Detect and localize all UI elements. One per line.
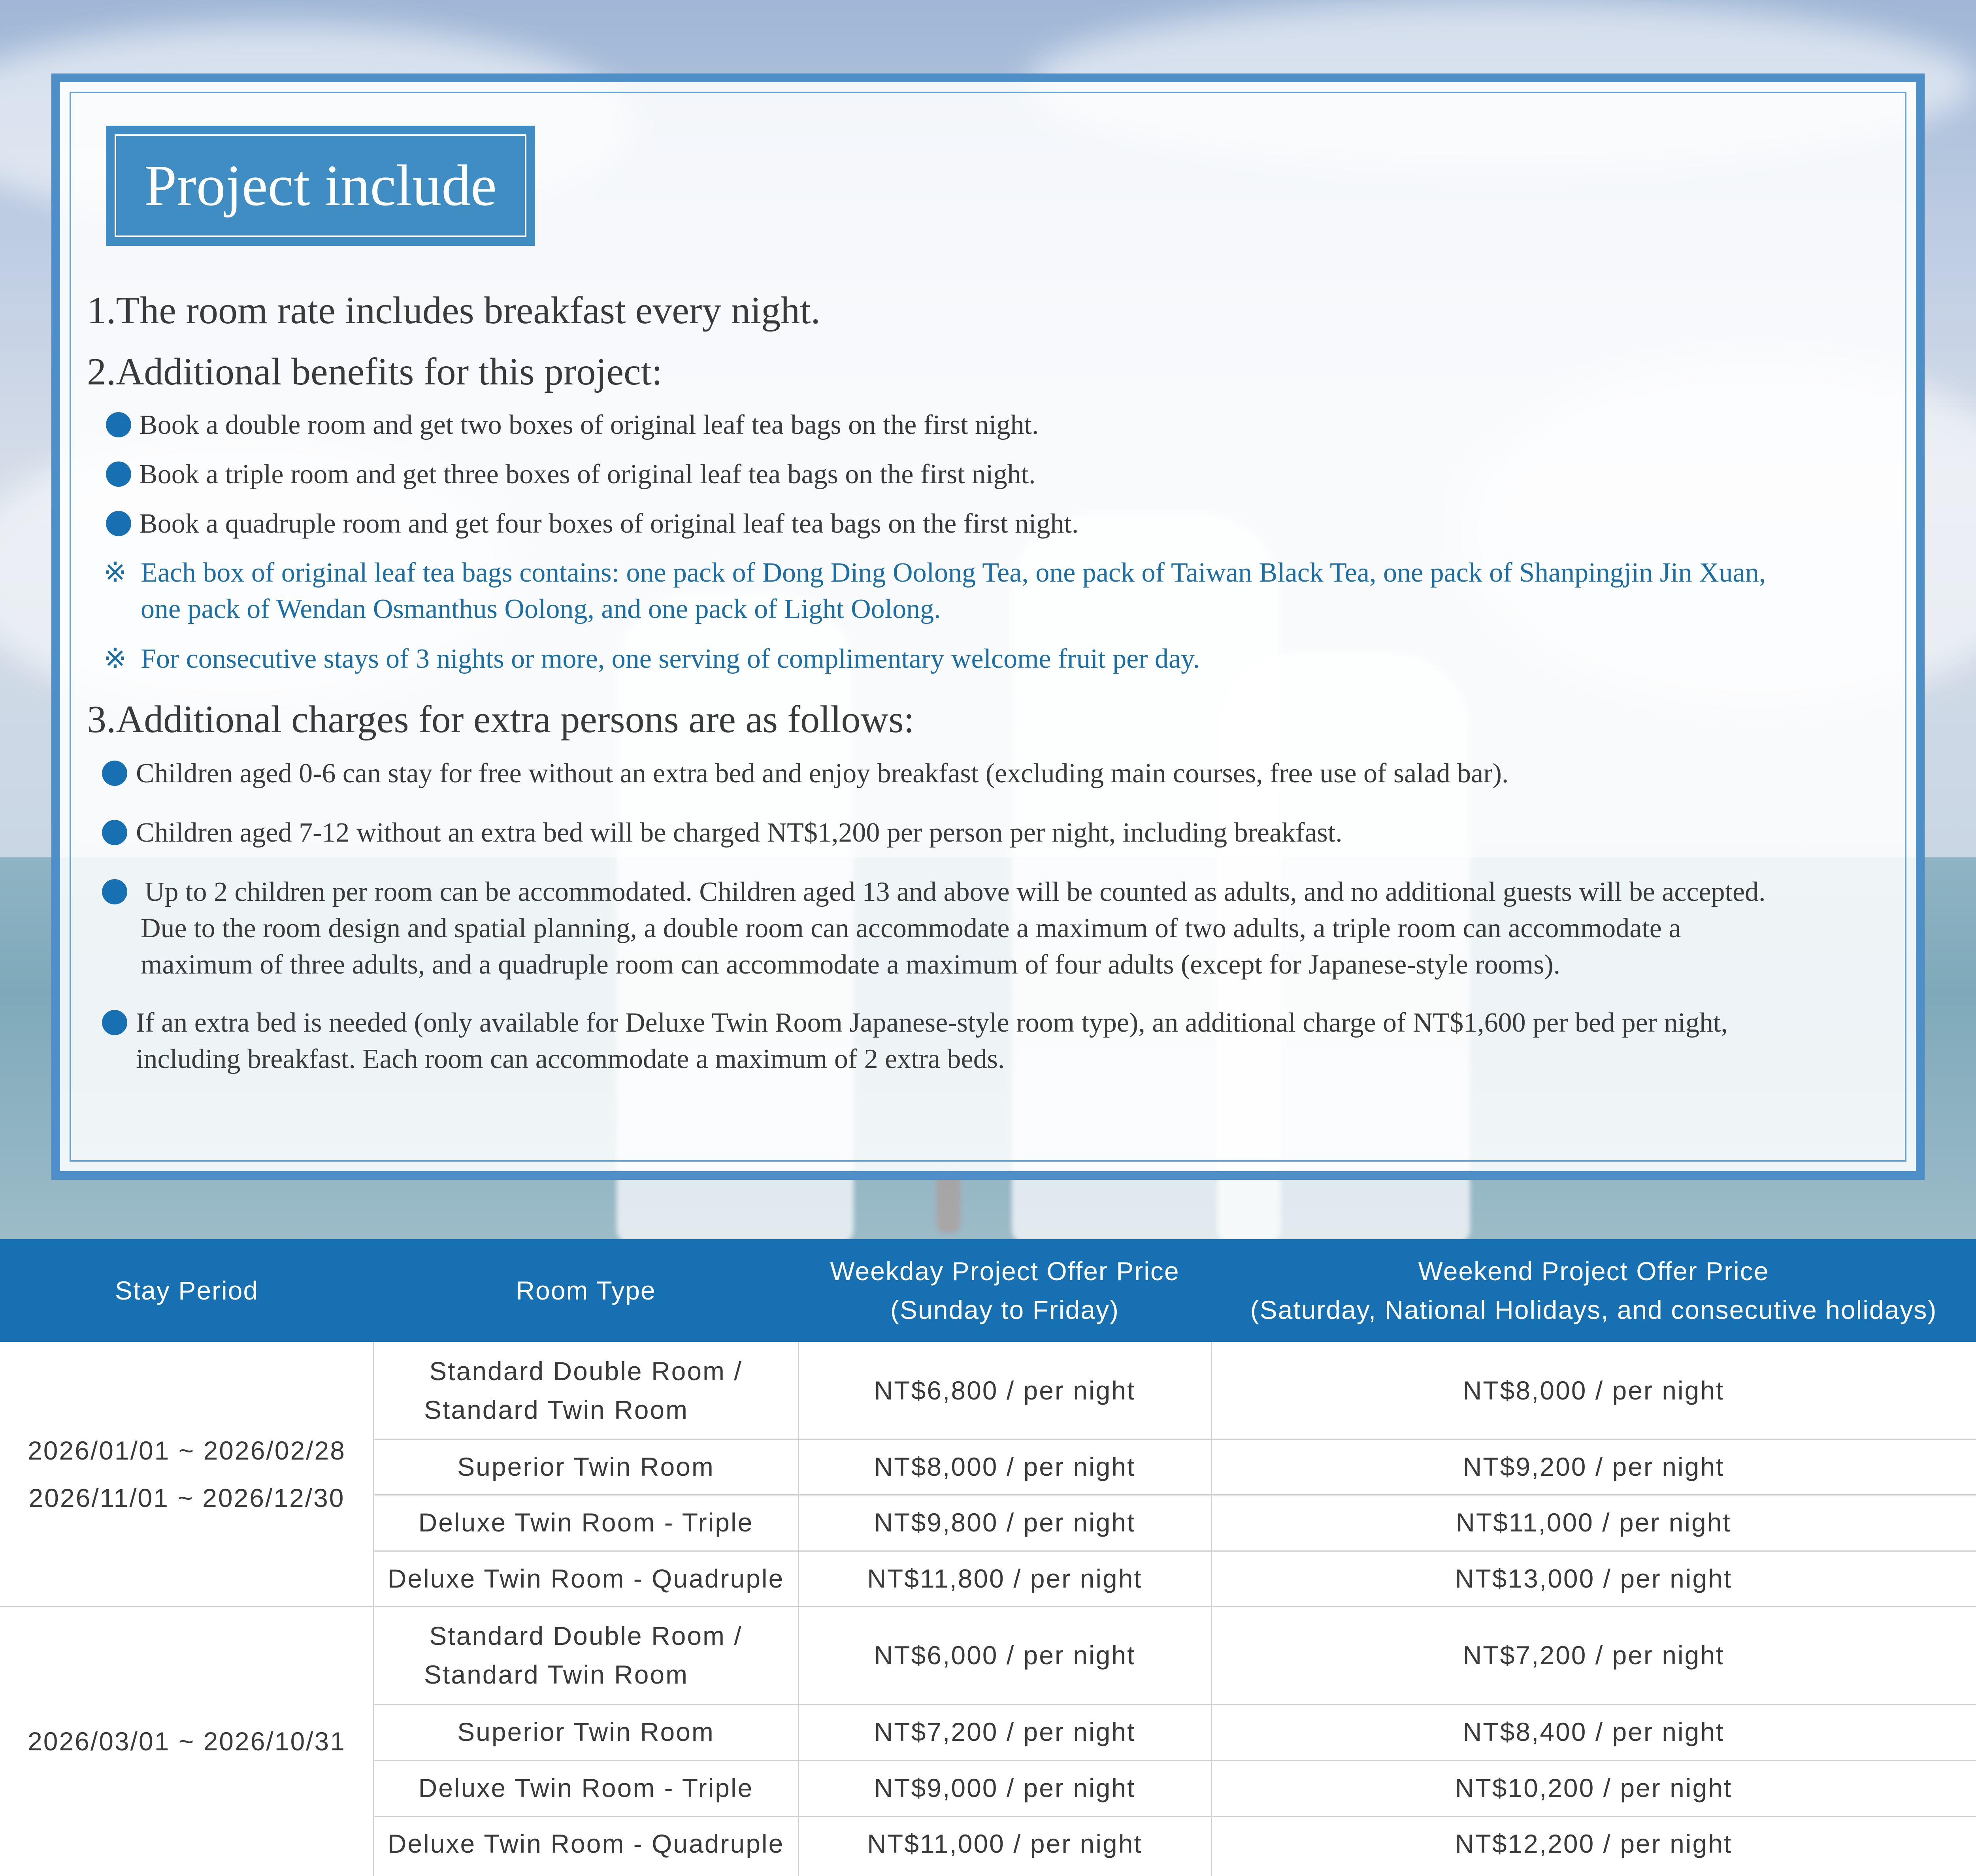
stay-period-cell xyxy=(0,1606,373,1876)
bullet-dot xyxy=(102,820,127,845)
weekday-price-cell: NT$8,000 / per night xyxy=(874,1452,1136,1481)
weekday-price-cell: NT$6,800 / per night xyxy=(874,1375,1136,1405)
room-type-line: Standard Double Room / xyxy=(429,1356,743,1386)
weekday-price-cell: NT$6,000 / per night xyxy=(874,1640,1136,1670)
room-type-cell xyxy=(373,1606,798,1704)
weekend-price-cell: NT$9,200 / per night xyxy=(1463,1452,1725,1481)
room-type-cell: Deluxe Twin Room - Quadruple xyxy=(387,1829,784,1858)
weekend-price-cell: NT$7,200 / per night xyxy=(1463,1640,1725,1670)
weekend-price-cell: NT$13,000 / per night xyxy=(1455,1563,1733,1593)
stay-period-cell xyxy=(0,1342,373,1606)
panel-title: Project include xyxy=(144,153,497,218)
table-header xyxy=(0,1239,1976,1342)
charge-line: Up to 2 children per room can be accommodated. Children aged 13 and above will be counted as adults, and no additional guests will be accepted. xyxy=(145,877,1766,907)
section-3-heading: 3.Additional charges for extra persons are as follows: xyxy=(87,698,914,741)
weekday-price-cell: NT$9,000 / per night xyxy=(874,1773,1136,1803)
header-weekday-price xyxy=(798,1239,1211,1342)
room-type-cell: Deluxe Twin Room - Quadruple xyxy=(387,1563,784,1593)
note-line: Each box of original leaf tea bags contains: one pack of Dong Ding Oolong Tea, one pack of Taiwan Black Tea, one pack of Shanpingjin Jin Xuan, xyxy=(141,558,1766,588)
title-box-inner xyxy=(115,134,526,237)
weekend-price-cell: NT$10,200 / per night xyxy=(1455,1773,1733,1803)
stay-period-line: 2026/11/01 ~ 2026/12/30 xyxy=(28,1483,345,1512)
benefit-item: Book a quadruple room and get four boxes of original leaf tea bags on the first night. xyxy=(139,509,1079,539)
bullet-dot xyxy=(102,1010,127,1035)
charge-item xyxy=(136,1005,1728,1077)
weekday-price-cell: NT$11,800 / per night xyxy=(867,1563,1143,1593)
reference-mark-icon: ※ xyxy=(104,644,127,674)
title-box xyxy=(106,126,535,246)
room-type-line: Standard Twin Room xyxy=(424,1659,689,1689)
bullet-dot xyxy=(102,879,127,904)
room-type-cell xyxy=(373,1342,798,1439)
header-weekend-price xyxy=(1211,1239,1976,1342)
room-type-cell: Superior Twin Room xyxy=(457,1717,715,1746)
section-2-heading: 2.Additional benefits for this project: xyxy=(87,350,663,393)
benefit-item: Book a triple room and get three boxes of original leaf tea bags on the first night. xyxy=(139,459,1036,490)
header-stay-period xyxy=(0,1239,373,1342)
note-item xyxy=(141,555,1766,627)
weekday-price-cell: NT$11,000 / per night xyxy=(867,1829,1143,1858)
header-sublabel: (Sunday to Friday) xyxy=(890,1295,1119,1324)
charge-line: maximum of three adults, and a quadruple room can accommodate a maximum of four adults (except for Japanese-style rooms). xyxy=(141,949,1561,980)
section-1-heading: 1.The room rate includes breakfast every night. xyxy=(87,289,820,332)
header-room-type xyxy=(373,1239,798,1342)
benefit-item: Book a double room and get two boxes of original leaf tea bags on the first night. xyxy=(139,410,1039,440)
weekday-price-cell: NT$9,800 / per night xyxy=(874,1508,1136,1537)
bullet-dot xyxy=(106,412,131,437)
stay-period-line: 2026/01/01 ~ 2026/02/28 xyxy=(28,1435,346,1465)
charge-line: Due to the room design and spatial planning, a double room can accommodate a maximum of two adults, a triple room can accommodate a xyxy=(141,913,1681,944)
room-type-cell: Superior Twin Room xyxy=(457,1452,715,1481)
weekday-price-cell: NT$7,200 / per night xyxy=(874,1717,1136,1746)
room-type-cell: Deluxe Twin Room - Triple xyxy=(418,1508,754,1537)
charge-item: Children aged 7-12 without an extra bed will be charged NT$1,200 per person per night, including breakfast. xyxy=(136,817,1342,848)
charge-line: If an extra bed is needed (only available for Deluxe Twin Room Japanese-style room type), an additional charge of NT$1,600 per bed per night, xyxy=(136,1008,1728,1038)
bullet-dot xyxy=(102,761,127,786)
room-type-line: Standard Double Room / xyxy=(429,1621,743,1650)
bullet-dot xyxy=(106,461,131,487)
weekend-price-cell: NT$12,200 / per night xyxy=(1455,1829,1733,1858)
reference-mark-icon: ※ xyxy=(104,558,127,588)
room-type-cell: Deluxe Twin Room - Triple xyxy=(418,1773,754,1803)
weekend-price-cell: NT$11,000 / per night xyxy=(1456,1508,1731,1537)
stay-period-line: 2026/03/01 ~ 2026/10/31 xyxy=(28,1726,346,1756)
charge-item xyxy=(141,874,1766,983)
header-sublabel: (Saturday, National Holidays, and consecutive holidays) xyxy=(1250,1295,1937,1324)
header-label: Room Type xyxy=(516,1276,656,1305)
bullet-dot xyxy=(106,511,131,536)
header-label: Weekday Project Offer Price xyxy=(830,1256,1180,1286)
charge-item: Children aged 0-6 can stay for free without an extra bed and enjoy breakfast (excluding main courses, free use of salad bar). xyxy=(136,758,1509,789)
charge-line: including breakfast. Each room can accommodate a maximum of 2 extra beds. xyxy=(136,1044,1005,1074)
price-table xyxy=(0,1239,1976,1876)
header-label: Stay Period xyxy=(115,1276,259,1305)
weekend-price-cell: NT$8,400 / per night xyxy=(1463,1717,1725,1746)
note-item: For consecutive stays of 3 nights or more, one serving of complimentary welcome fruit per day. xyxy=(141,644,1200,674)
room-type-line: Standard Twin Room xyxy=(424,1395,689,1424)
note-line: one pack of Wendan Osmanthus Oolong, and one pack of Light Oolong. xyxy=(141,594,941,624)
header-label: Weekend Project Offer Price xyxy=(1418,1256,1769,1286)
weekend-price-cell: NT$8,000 / per night xyxy=(1463,1375,1725,1405)
